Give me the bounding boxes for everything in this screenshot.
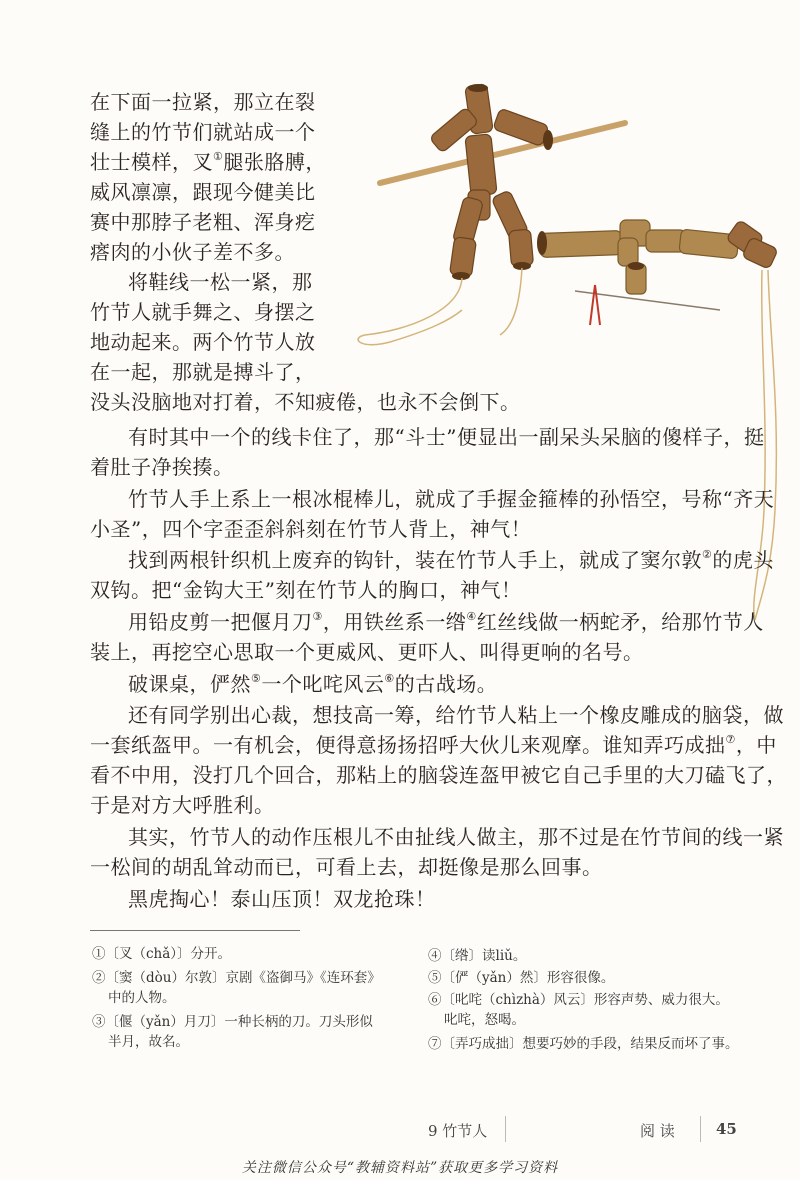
text-line: 地动起来。两个竹节人放	[90, 330, 316, 354]
text-line: 没头没脑地对打着，不知疲倦，也永不会倒下。	[90, 390, 521, 414]
footnote-7: ⑦〔弄巧成拙〕想要巧妙的手段，结果反而坏了事。	[428, 1036, 739, 1052]
footnote-2-cont: 中的人物。	[108, 990, 176, 1006]
text-line: 用铅皮剪一把偃月刀③，用铁丝系一绺④红丝线做一柄蛇矛，给那竹节人	[128, 610, 764, 634]
footnote-1: ①〔叉（chǎ）〕分开。	[92, 946, 232, 962]
footnote-5: ⑤〔俨（yǎn）然〕形容很像。	[428, 970, 615, 986]
text-line: 着肚子净挨揍。	[90, 455, 234, 479]
footnote-mark: ①	[213, 150, 224, 163]
text-line: 看不中用，没打几个回合，那粘上的脑袋连盔甲被它自己手里的大刀磕飞了，	[90, 763, 787, 787]
text-line: 装上，再挖空心思取一个更威风、更吓人、叫得更响的名号。	[90, 640, 644, 664]
text-line: 在下面一拉紧，那立在裂	[90, 90, 316, 114]
footnote-3-cont: 半月，故名。	[108, 1034, 189, 1050]
footnote-mark: ②	[702, 548, 713, 561]
text-line: 在一起，那就是搏斗了，	[90, 360, 316, 384]
text-line: 缝上的竹节们就站成一个	[90, 120, 316, 144]
footnote-3: ③〔偃（yǎn）月刀〕一种长柄的刀。刀头形似	[92, 1014, 373, 1030]
text-line: 小圣”，四个字歪歪斜斜刻在竹节人背上，神气！	[90, 517, 532, 541]
text-line: 有时其中一个的线卡住了，那“斗士”便显出一副呆头呆脑的傻样子，挺	[128, 425, 765, 449]
text-line: 其实，竹节人的动作压根儿不由扯线人做主，那不过是在竹节间的线一紧	[128, 825, 784, 849]
text-line: 瘩肉的小伙子差不多。	[90, 240, 295, 264]
text-line: 黑虎掏心！泰山压顶！双龙抢珠！	[128, 887, 436, 911]
text-line: 竹节人手上系上一根冰棍棒儿，就成了手握金箍棒的孙悟空，号称“齐天	[128, 487, 775, 511]
footnote-2: ②〔窦（dòu）尔敦〕京剧《盗御马》《连环套》	[92, 970, 381, 986]
footnote-6-cont: 叱咤，怒喝。	[444, 1012, 525, 1028]
lesson-title: 9 竹节人	[428, 1122, 488, 1140]
text-line: 赛中那脖子老粗、浑身疙	[90, 210, 316, 234]
footnote-mark: ④	[466, 610, 477, 623]
text-line: 双钩。把“金钩大王”刻在竹节人的胸口，神气！	[90, 578, 522, 602]
text-line: 威风凛凛，跟现今健美比	[90, 180, 316, 204]
text-line: 竹节人就手舞之、身摆之	[90, 300, 316, 324]
footnote-mark: ⑥	[384, 672, 395, 685]
footnote-divider	[90, 930, 300, 931]
text-line: 破课桌，俨然⑤一个叱咤风云⑥的古战场。	[128, 672, 498, 696]
text-line: 将鞋线一松一紧，那	[128, 270, 313, 294]
footnote-4: ④〔绺〕读liǔ。	[428, 948, 527, 964]
footer-divider	[505, 1116, 506, 1142]
text-line: 壮士模样，叉①腿张胳膊，	[90, 150, 326, 174]
text-line: 一套纸盔甲。一有机会，便得意扬扬招呼大伙儿来观摩。谁知弄巧成拙⑦，中	[90, 733, 777, 757]
footnote-mark: ⑤	[251, 672, 262, 685]
page-number: 45	[716, 1120, 737, 1138]
text-line: 一松间的胡乱耸动而已，可看上去，却挺像是那么回事。	[90, 855, 603, 879]
section-label: 阅 读	[640, 1122, 675, 1140]
footnote-mark: ⑦	[725, 733, 736, 746]
footer-divider	[700, 1116, 701, 1142]
footnote-mark: ③	[312, 610, 323, 623]
text-line: 找到两根针织机上废弃的钩针，装在竹节人手上，就成了窦尔敦②的虎头	[128, 548, 774, 572]
footnote-6: ⑥〔叱咤（chìzhà）风云〕形容声势、威力很大。	[428, 992, 729, 1008]
text-line: 于是对方大呼胜利。	[90, 793, 275, 817]
text-line: 还有同学别出心裁，想技高一筹，给竹节人粘上一个橡皮雕成的脑袋，做	[128, 703, 784, 727]
watermark-text: 关注微信公众号“教辅资料站”获取更多学习资料	[241, 1160, 559, 1176]
